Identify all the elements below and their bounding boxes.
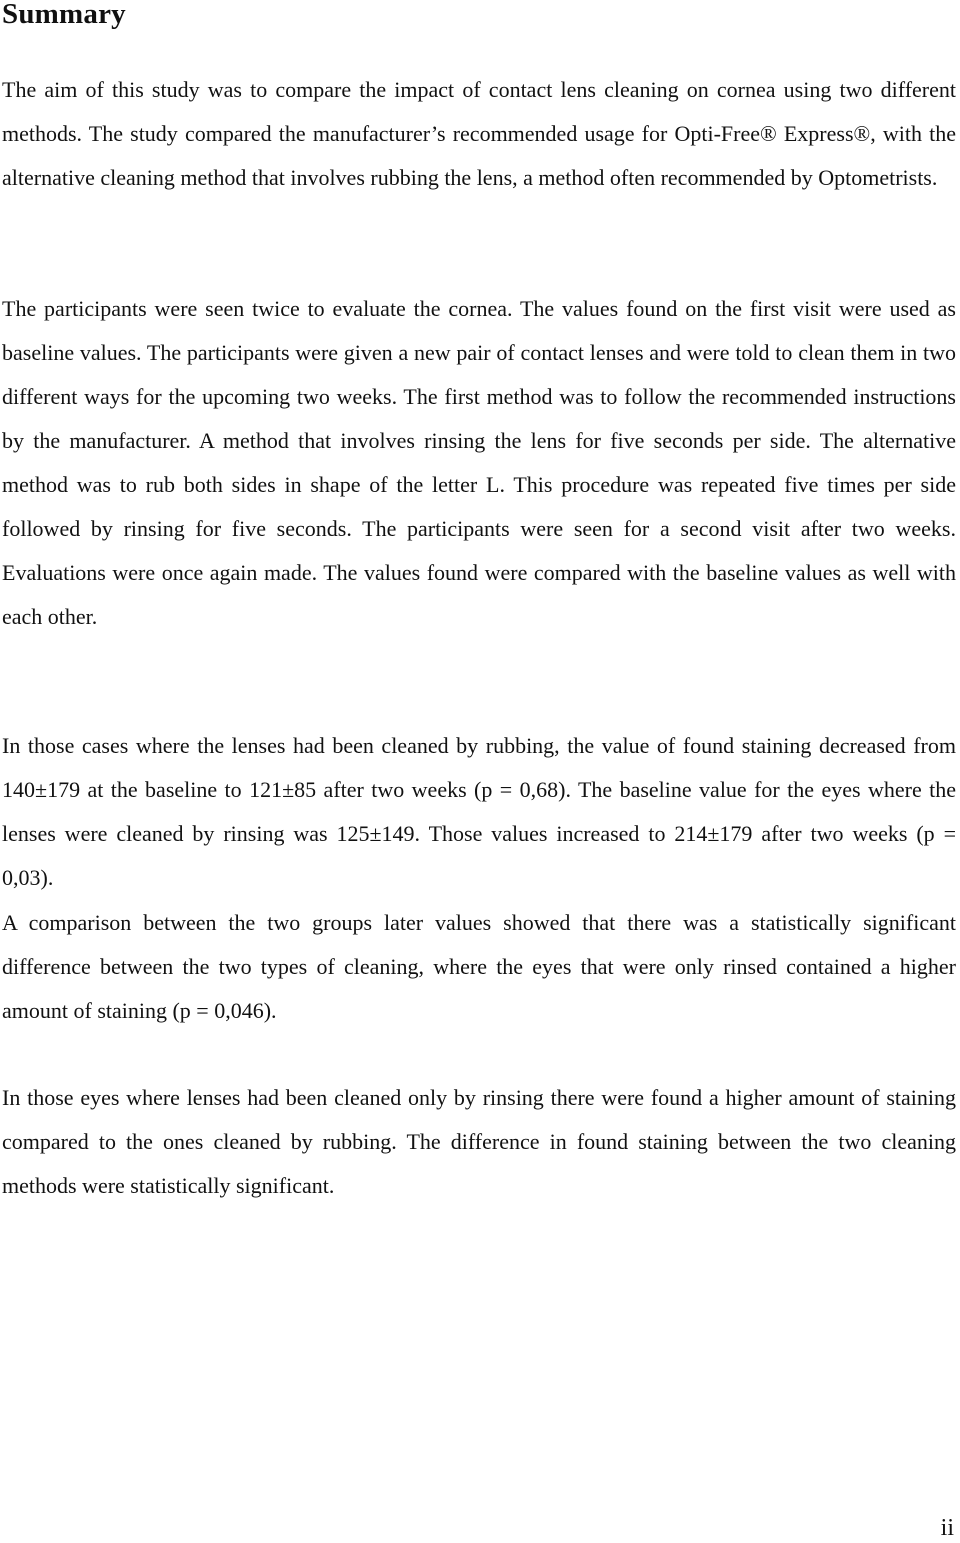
- summary-paragraph-method: The participants were seen twice to evaluate the cornea. The values found on the first visit were used as baseline values. The participants were given a new pair of contact lenses and were told to clean them in two different ways for the upcoming two weeks. The first method was to follow the recommended instructions by the manufacturer. A method that involves rinsing the lens for five seconds per side. The alternative method was to rub both sides in shape of the letter L. This procedure was repeated five times per side followed by rinsing for five seconds. The participants were seen for a second visit after two weeks. Evaluations were once again made. The values found were compared with the baseline values as well with each other.: [2, 296, 956, 629]
- summary-paragraph-conclusion: In those eyes where lenses had been cleaned only by rinsing there were found a higher amount of staining compared to the ones cleaned by rubbing. The difference in found staining between the two cleaning methods were statistically significant.: [2, 1085, 956, 1198]
- summary-paragraph-comparison: A comparison between the two groups later values showed that there was a statistically significant difference between the two types of cleaning, where the eyes that were only rinsed contained a higher amount of staining (p = 0,046).: [2, 910, 956, 1023]
- page-title: Summary: [2, 0, 126, 30]
- summary-paragraph-aim: The aim of this study was to compare the impact of contact lens cleaning on cornea using two different methods. The study compared the manufacturer’s recommended usage for Opti-Free® Express®, with the alternative cleaning method that involves rubbing the lens, a method often recommended by Optometrists.: [2, 77, 956, 190]
- summary-paragraph-results: In those cases where the lenses had been cleaned by rubbing, the value of found staining decreased from 140±179 at the baseline to 121±85 after two weeks (p = 0,68). The baseline value for the eyes where the lenses were cleaned by rinsing was 125±149. Those values increased to 214±179 after two weeks (p = 0,03).: [2, 733, 956, 890]
- page-number: ii: [940, 1515, 954, 1541]
